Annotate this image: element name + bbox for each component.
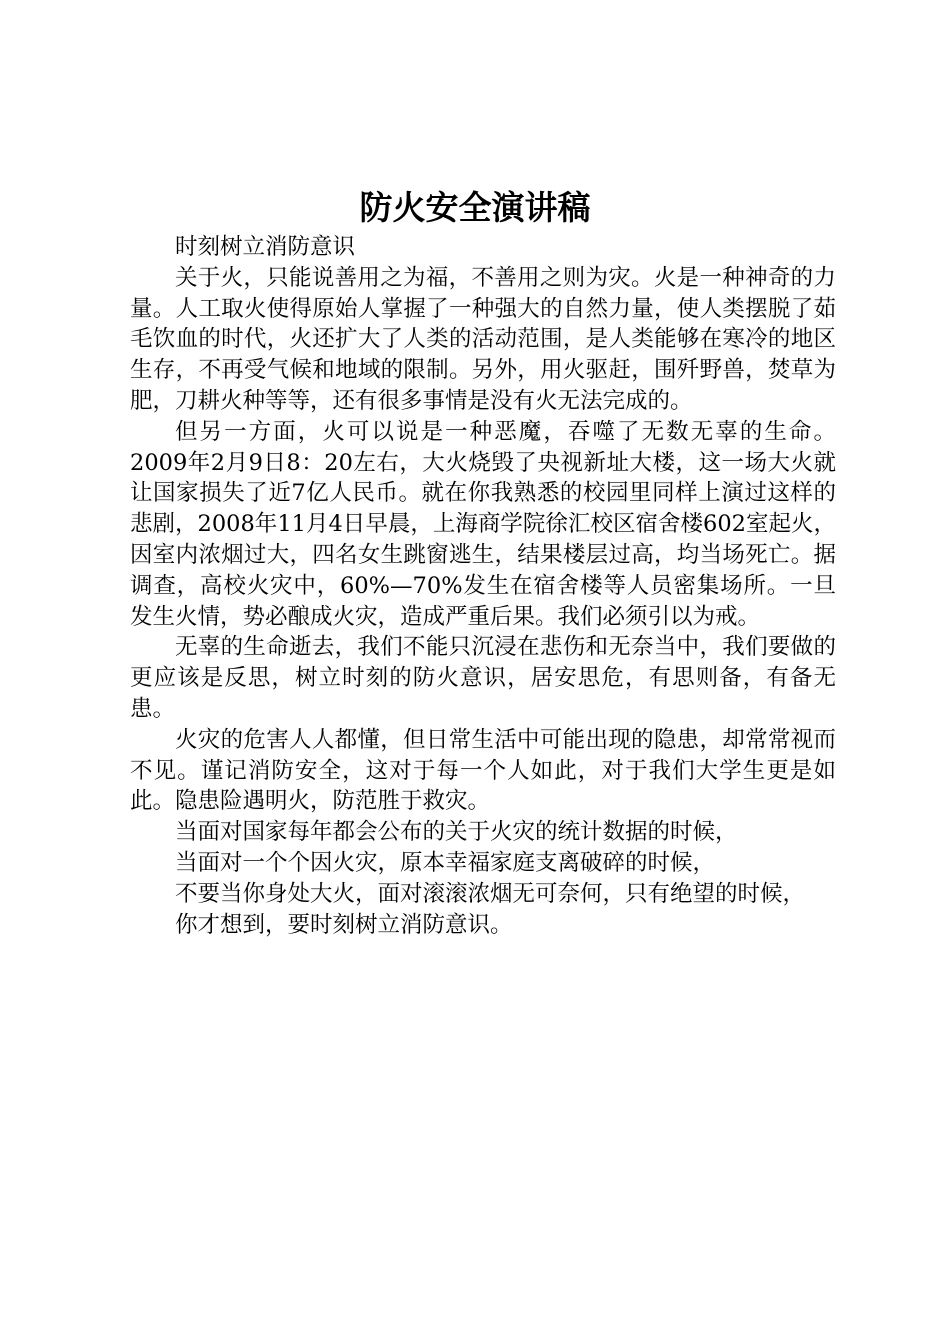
subtitle-paragraph: 时刻树立消防意识 bbox=[175, 234, 356, 260]
body-paragraph: 不要当你身处大火，面对滚滚浓烟无可奈何，只有绝望的时候， bbox=[175, 880, 806, 907]
body-paragraph: 当面对国家每年都会公布的关于火灾的统计数据的时候， bbox=[175, 819, 738, 846]
document-title: 防火安全演讲稿 bbox=[359, 188, 591, 227]
body-paragraph: 火灾的危害人人都懂，但日常生活中可能出现的隐患，却常常视而不见。谨记消防安全，这对于每一个人如此，对于我们大学生更是如此。隐患险遇明火，防范胜于救灾。 bbox=[130, 726, 836, 815]
document-body bbox=[130, 232, 836, 940]
body-paragraph: 无辜的生命逝去，我们不能只沉浸在悲伤和无奈当中，我们要做的更应该是反思，树立时刻的防火意识，居安思危，有思则备，有备无患。 bbox=[130, 634, 836, 722]
body-paragraph: 当面对一个个因火灾，原本幸福家庭支离破碎的时候， bbox=[175, 849, 716, 876]
body-paragraph: 关于火，只能说善用之为福，不善用之则为灾。火是一种神奇的力量。人工取火使得原始人掌握了一种强大的自然力量，使人类摆脱了茹毛饮血的时代，火还扩大了人类的活动范围，是人类能够在寒冷的地区生存，不再受气候和地域的限制。另外，用火驱赶，围歼野兽，焚草为肥，刀耕火种等等，还有很多事情是没有火无法完成的。 bbox=[130, 264, 836, 414]
body-paragraph: 但另一方面，火可以说是一种恶魔，吞噬了无数无辜的生命。2009年2月9日8：20左右，大火烧毁了央视新址大楼，这一场大火就让国家损失了近7亿人民币。就在你我熟悉的校园里同样上演过这样的悲剧，2008年11月4日早晨，上海商学院徐汇校区宿舍楼602室起火，因室内浓烟过大，四名女生跳窗逃生，结果楼层过高，均当场死亡。据调查，高校火灾中，60%—70%发生在宿舍楼等人员密集场所。一旦发生火情，势必酿成火灾，造成严重后果。我们必须引以为戒。 bbox=[130, 418, 836, 630]
body-paragraph: 你才想到，要时刻树立消防意识。 bbox=[175, 911, 513, 938]
